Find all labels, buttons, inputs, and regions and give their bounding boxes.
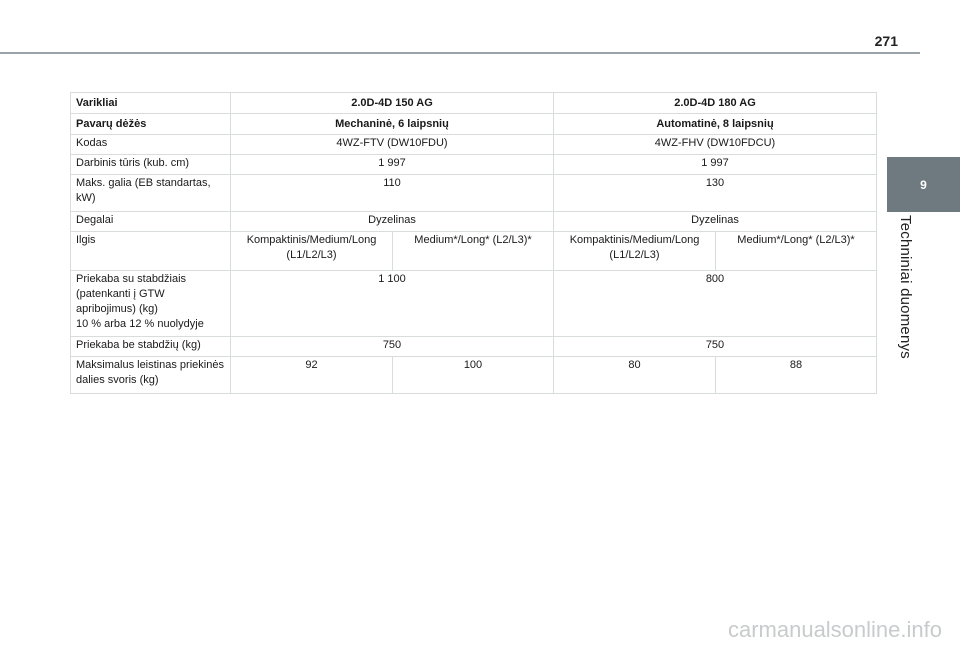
- chapter-tab[interactable]: [887, 157, 960, 212]
- cell-braked-trailer-b: 800: [554, 271, 877, 337]
- cell-length-a1: Kompaktinis/Medium/Long (L1/L2/L3): [231, 232, 393, 271]
- engine-specs-table: [70, 92, 877, 394]
- cell-gearbox-a: Mechaninė, 6 laipsnių: [231, 114, 554, 135]
- cell-front-load-a1: 92: [231, 357, 393, 394]
- table-row: [71, 337, 877, 357]
- cell-power-b: 130: [554, 175, 877, 212]
- cell-code-a: 4WZ-FTV (DW10FDU): [231, 135, 554, 155]
- row-label: Maksimalus leistinas priekinės dalies svoris (kg): [71, 357, 231, 394]
- row-label: Kodas: [71, 135, 231, 155]
- table-row: [71, 93, 877, 114]
- row-label: Priekaba su stabdžiais (patenkanti į GTW apribojimus) (kg) 10 % arba 12 % nuolydyje: [71, 271, 231, 337]
- cell-front-load-b2: 88: [716, 357, 877, 394]
- row-label: Varikliai: [71, 93, 231, 114]
- table-row: [71, 175, 877, 212]
- cell-length-b2: Medium*/Long* (L2/L3)*: [716, 232, 877, 271]
- cell-engine-180: 2.0D-4D 180 AG: [554, 93, 877, 114]
- table-row: [71, 114, 877, 135]
- header-divider: [0, 52, 920, 54]
- table-row: [71, 212, 877, 232]
- table-row: [71, 135, 877, 155]
- row-label: Pavarų dėžės: [71, 114, 231, 135]
- cell-length-b1: Kompaktinis/Medium/Long (L1/L2/L3): [554, 232, 716, 271]
- cell-front-load-b1: 80: [554, 357, 716, 394]
- table-row: [71, 271, 877, 337]
- cell-gearbox-b: Automatinė, 8 laipsnių: [554, 114, 877, 135]
- cell-fuel-b: Dyzelinas: [554, 212, 877, 232]
- row-label: Maks. galia (EB standartas, kW): [71, 175, 231, 212]
- cell-front-load-a2: 100: [393, 357, 554, 394]
- chapter-number: 9: [920, 177, 927, 192]
- cell-braked-trailer-a: 1 100: [231, 271, 554, 337]
- row-label: Priekaba be stabdžių (kg): [71, 337, 231, 357]
- cell-code-b: 4WZ-FHV (DW10FDCU): [554, 135, 877, 155]
- table-row: [71, 155, 877, 175]
- watermark: carmanualsonline.info: [727, 617, 942, 642]
- table-row: [71, 357, 877, 394]
- row-label: Degalai: [71, 212, 231, 232]
- cell-power-a: 110: [231, 175, 554, 212]
- cell-unbraked-trailer-b: 750: [554, 337, 877, 357]
- cell-unbraked-trailer-a: 750: [231, 337, 554, 357]
- row-label: Darbinis tūris (kub. cm): [71, 155, 231, 175]
- row-label: Ilgis: [71, 232, 231, 271]
- cell-displacement-b: 1 997: [554, 155, 877, 175]
- chapter-title: Techniniai duomenys: [897, 215, 914, 359]
- table-row: [71, 232, 877, 271]
- cell-engine-150: 2.0D-4D 150 AG: [231, 93, 554, 114]
- cell-displacement-a: 1 997: [231, 155, 554, 175]
- cell-length-a2: Medium*/Long* (L2/L3)*: [393, 232, 554, 271]
- cell-fuel-a: Dyzelinas: [231, 212, 554, 232]
- page-number: 271: [874, 33, 898, 49]
